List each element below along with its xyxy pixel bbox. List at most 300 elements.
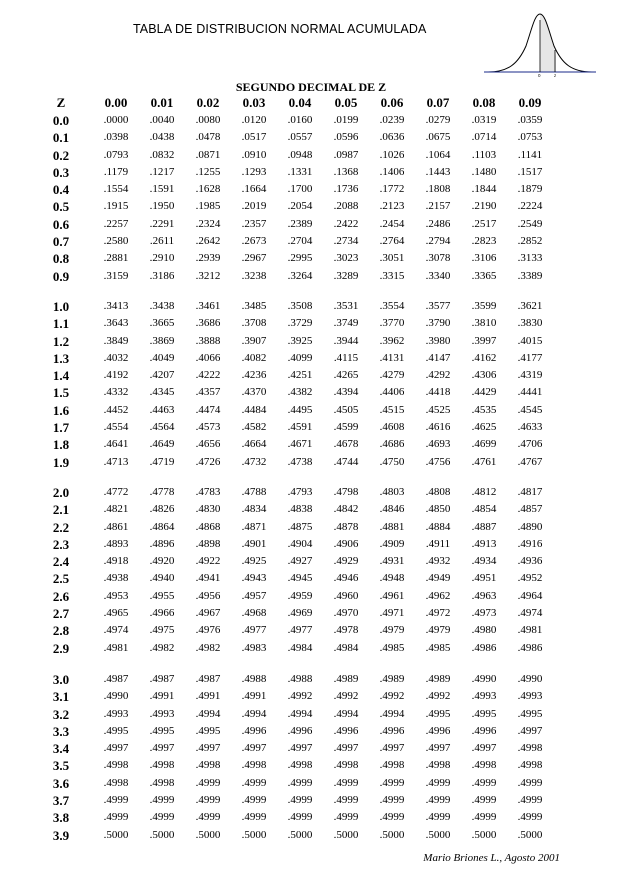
table-cell: .4989 [379, 673, 405, 685]
table-cell: .3925 [287, 334, 313, 347]
table-group [0, 298, 622, 471]
table-cell: .4995 [195, 724, 221, 737]
table-cell: .4946 [333, 572, 359, 585]
table-cell: .3365 [471, 269, 497, 282]
table-cell: .2580 [103, 235, 129, 248]
table-cell: .0120 [241, 114, 267, 126]
table-cell: .3438 [149, 300, 175, 312]
table-cell: .3849 [103, 334, 129, 347]
table-cell: .4998 [241, 759, 267, 772]
table-cell: .4941 [195, 572, 221, 585]
table-cell: .3749 [333, 317, 359, 330]
table-cell: .4989 [333, 673, 359, 685]
table-cell: .1628 [195, 183, 221, 196]
z-value: 3.8 [52, 810, 70, 826]
z-value: 0.5 [52, 199, 70, 215]
table-cell: .2157 [425, 200, 451, 213]
table-cell: .4999 [287, 794, 313, 807]
z-value: 3.7 [52, 793, 70, 809]
table-cell: .4996 [333, 724, 359, 737]
table-cell: .3729 [287, 317, 313, 330]
z-value: 1.8 [52, 437, 70, 453]
table-cell: .4999 [517, 811, 543, 824]
table-cell: .4938 [103, 572, 129, 585]
z-value: 1.0 [52, 299, 70, 314]
table-cell: .4981 [103, 641, 129, 654]
column-header: 0.00 [104, 95, 128, 110]
table-cell: .2422 [333, 217, 359, 230]
table-cell: .4821 [103, 503, 129, 516]
table-cell: .4974 [517, 607, 543, 620]
table-cell: .3577 [425, 300, 451, 312]
table-cell: .4998 [195, 759, 221, 772]
column-header-row [0, 95, 622, 113]
table-cell: .0319 [471, 114, 497, 126]
table-cell: .4484 [241, 403, 267, 416]
table-cell: .4990 [517, 673, 543, 685]
table-cell: .3980 [425, 334, 451, 347]
table-cell: .2389 [287, 217, 313, 230]
table-cell: .4987 [149, 673, 175, 685]
table-cell: .4976 [195, 624, 221, 637]
table-cell: .4927 [287, 555, 313, 568]
z-value: 2.1 [52, 502, 70, 518]
curve-label-z: z [554, 73, 557, 78]
table-cell: .4649 [149, 438, 175, 451]
table-row [0, 792, 622, 809]
table-cell: .3238 [241, 269, 267, 282]
table-cell: .0987 [333, 148, 359, 161]
table-cell: .4999 [333, 811, 359, 824]
table-cell: .4929 [333, 555, 359, 568]
table-cell: .2324 [195, 217, 221, 230]
table-cell: .2549 [517, 217, 543, 230]
table-cell: .4778 [149, 486, 175, 498]
table-cell: .4992 [333, 690, 359, 703]
table-row [0, 706, 622, 723]
table-cell: .1368 [333, 165, 359, 178]
table-cell: .4979 [425, 624, 451, 637]
table-cell: .2088 [333, 200, 359, 213]
table-cell: .3413 [103, 300, 129, 312]
table-cell: .4997 [195, 742, 221, 755]
table-cell: .4452 [103, 403, 129, 416]
table-group [0, 112, 622, 285]
table-cell: .4998 [149, 776, 175, 789]
table-cell: .4999 [103, 811, 129, 824]
table-row [0, 484, 622, 501]
table-cell: .4279 [379, 369, 405, 382]
table-cell: .4750 [379, 455, 405, 468]
table-cell: .4996 [471, 724, 497, 737]
table-cell: .4956 [195, 589, 221, 602]
table-cell: .4987 [103, 673, 129, 685]
table-cell: .4980 [471, 624, 497, 637]
table-cell: .1879 [517, 183, 543, 196]
table-cell: .4890 [517, 520, 543, 533]
table-cell: .4222 [195, 369, 221, 382]
table-cell: .4922 [195, 555, 221, 568]
z-value: 0.6 [52, 216, 70, 232]
table-cell: .0596 [333, 131, 359, 144]
table-cell: .4998 [517, 759, 543, 772]
table-cell: .3770 [379, 317, 405, 330]
table-cell: .0000 [103, 114, 129, 126]
table-cell: .3212 [195, 269, 221, 282]
table-cell: .2611 [149, 235, 175, 248]
table-cell: .4961 [379, 589, 405, 602]
table-cell: .0359 [517, 114, 543, 126]
table-cell: .4545 [517, 403, 543, 416]
table-cell: .4920 [149, 555, 175, 568]
table-cell: .4463 [149, 403, 175, 416]
table-cell: .4345 [149, 386, 175, 399]
table-cell: .4706 [517, 438, 543, 451]
table-cell: .4881 [379, 520, 405, 533]
table-cell: .4656 [195, 438, 221, 451]
column-header: 0.02 [196, 95, 220, 110]
table-cell: .2995 [287, 252, 313, 265]
table-row [0, 129, 622, 146]
table-cell: .4998 [471, 759, 497, 772]
table-cell: .3133 [517, 252, 543, 265]
table-cell: .4998 [103, 776, 129, 789]
table-cell: .4732 [241, 455, 267, 468]
table-cell: .4911 [425, 537, 451, 550]
table-cell: .3708 [241, 317, 267, 330]
table-cell: .4968 [241, 607, 267, 620]
table-cell: .2642 [195, 235, 221, 248]
table-cell: .0557 [287, 131, 313, 144]
table-cell: .1480 [471, 165, 497, 178]
table-cell: .4984 [287, 641, 313, 654]
table-cell: .0793 [103, 148, 129, 161]
normal-curve-icon [484, 10, 596, 78]
table-cell: .3485 [241, 300, 267, 312]
table-cell: .4099 [287, 351, 313, 364]
table-cell: .0040 [149, 114, 175, 126]
table-cell: .4999 [379, 794, 405, 807]
table-cell: .4868 [195, 520, 221, 533]
table-row [0, 198, 622, 215]
table-cell: .1591 [149, 183, 175, 196]
table-row [0, 809, 622, 826]
table-cell: .4913 [471, 537, 497, 550]
table-cell: .1026 [379, 148, 405, 161]
z-value: 2.4 [52, 554, 70, 570]
table-cell: .4817 [517, 486, 543, 498]
table-row [0, 688, 622, 705]
table-cell: .4599 [333, 421, 359, 434]
table-cell: .0438 [149, 131, 175, 144]
table-group [0, 671, 622, 844]
table-cell: .4970 [333, 607, 359, 620]
table-cell: .4983 [241, 641, 267, 654]
table-cell: .4994 [241, 707, 267, 720]
table-cell: .2357 [241, 217, 267, 230]
table-cell: .3531 [333, 300, 359, 312]
table-cell: .4535 [471, 403, 497, 416]
table-cell: .4306 [471, 369, 497, 382]
z-value: 0.1 [52, 130, 70, 146]
table-cell: .3944 [333, 334, 359, 347]
z-value: 2.7 [52, 606, 70, 622]
table-cell: .4997 [333, 742, 359, 755]
table-row [0, 164, 622, 181]
table-cell: .4826 [149, 503, 175, 516]
table-cell: .3869 [149, 334, 175, 347]
z-value: 0.7 [52, 234, 70, 250]
table-cell: .4943 [241, 572, 267, 585]
table-cell: .2794 [425, 235, 451, 248]
table-cell: .4699 [471, 438, 497, 451]
z-value: 1.7 [52, 420, 70, 436]
table-cell: .4977 [241, 624, 267, 637]
table-cell: .4162 [471, 351, 497, 364]
curve-label-zero: 0 [538, 73, 541, 78]
table-cell: .4931 [379, 555, 405, 568]
table-cell: .4032 [103, 351, 129, 364]
table-row [0, 570, 622, 587]
table-cell: .4993 [517, 690, 543, 703]
table-cell: .4991 [195, 690, 221, 703]
table-cell: .4854 [471, 503, 497, 516]
table-row [0, 315, 622, 332]
table-cell: .4997 [287, 742, 313, 755]
table-row [0, 536, 622, 553]
table-cell: .4671 [287, 438, 313, 451]
column-header: 0.09 [518, 95, 542, 110]
z-value: 0.8 [52, 251, 70, 267]
table-cell: .4803 [379, 486, 405, 498]
table-row [0, 501, 622, 518]
table-row [0, 671, 622, 688]
table-row [0, 519, 622, 536]
table-cell: .4251 [287, 369, 313, 382]
table-cell: .3340 [425, 269, 451, 282]
table-cell: .4974 [103, 624, 129, 637]
table-cell: .5000 [149, 828, 175, 841]
table-cell: .4564 [149, 421, 175, 434]
table-cell: .4406 [379, 386, 405, 399]
table-row [0, 147, 622, 164]
table-cell: .4625 [471, 421, 497, 434]
table-cell: .4999 [379, 776, 405, 789]
table-cell: .4998 [517, 742, 543, 755]
table-cell: .1443 [425, 165, 451, 178]
z-value: 1.6 [52, 402, 70, 418]
table-cell: .4999 [471, 794, 497, 807]
table-cell: .4999 [333, 794, 359, 807]
table-cell: .4999 [425, 776, 451, 789]
table-cell: .4990 [103, 690, 129, 703]
z-value: 0.9 [52, 268, 70, 284]
table-row [0, 723, 622, 740]
table-cell: .0636 [379, 131, 405, 144]
column-header: 0.01 [150, 95, 174, 110]
table-row [0, 367, 622, 384]
table-cell: .4761 [471, 455, 497, 468]
table-cell: .4996 [287, 724, 313, 737]
z-value: 2.8 [52, 623, 70, 639]
table-cell: .4997 [149, 742, 175, 755]
table-cell: .4582 [241, 421, 267, 434]
table-cell: .4608 [379, 421, 405, 434]
table-cell: .4838 [287, 503, 313, 516]
table-cell: .4992 [379, 690, 405, 703]
table-cell: .4495 [287, 403, 313, 416]
table-cell: .4131 [379, 351, 405, 364]
table-cell: .4984 [333, 641, 359, 654]
table-cell: .4082 [241, 351, 267, 364]
table-cell: .2673 [241, 235, 267, 248]
table-cell: .4394 [333, 386, 359, 399]
z-value: 3.5 [52, 758, 70, 774]
table-cell: .4993 [103, 707, 129, 720]
table-cell: .3997 [471, 334, 497, 347]
table-cell: .4871 [241, 520, 267, 533]
table-row [0, 775, 622, 792]
table-cell: .5000 [517, 828, 543, 841]
table-cell: .4965 [103, 607, 129, 620]
table-cell: .4997 [517, 724, 543, 737]
table-cell: .4896 [149, 537, 175, 550]
table-cell: .5000 [425, 828, 451, 841]
table-cell: .4999 [287, 776, 313, 789]
table-cell: .4115 [333, 351, 359, 364]
table-cell: .1103 [471, 148, 497, 161]
table-cell: .4641 [103, 438, 129, 451]
table-cell: .0910 [241, 148, 267, 161]
table-cell: .4418 [425, 386, 451, 399]
page-title: TABLA DE DISTRIBUCION NORMAL ACUMULADA [133, 22, 427, 36]
table-cell: .2823 [471, 235, 497, 248]
table-cell: .4999 [425, 811, 451, 824]
table-cell: .4904 [287, 537, 313, 550]
table-cell: .4207 [149, 369, 175, 382]
table-cell: .4474 [195, 403, 221, 416]
table-cell: .4972 [425, 607, 451, 620]
table-cell: .4901 [241, 537, 267, 550]
table-cell: .4991 [149, 690, 175, 703]
table-cell: .4830 [195, 503, 221, 516]
table-row [0, 757, 622, 774]
table-cell: .0832 [149, 148, 175, 161]
table-cell: .5000 [333, 828, 359, 841]
table-cell: .4999 [149, 811, 175, 824]
table-cell: .4992 [425, 690, 451, 703]
table-cell: .4985 [379, 641, 405, 654]
table-cell: .4906 [333, 537, 359, 550]
table-cell: .4998 [425, 759, 451, 772]
table-cell: .1985 [195, 200, 221, 213]
table-row [0, 622, 622, 639]
table-cell: .4265 [333, 369, 359, 382]
table-cell: .4370 [241, 386, 267, 399]
table-cell: .4591 [287, 421, 313, 434]
table-cell: .4505 [333, 403, 359, 416]
table-cell: .4999 [195, 776, 221, 789]
table-cell: .4993 [471, 690, 497, 703]
table-cell: .3665 [149, 317, 175, 330]
table-cell: .4693 [425, 438, 451, 451]
table-subtitle: SEGUNDO DECIMAL DE Z [235, 80, 387, 94]
z-value: 3.2 [52, 706, 70, 722]
table-cell: .2517 [471, 217, 497, 230]
table-cell: .4686 [379, 438, 405, 451]
table-cell: .4981 [517, 624, 543, 637]
table-cell: .4726 [195, 455, 221, 468]
table-cell: .0714 [471, 131, 497, 144]
table-cell: .4633 [517, 421, 543, 434]
table-cell: .4959 [287, 589, 313, 602]
table-cell: .1255 [195, 165, 221, 178]
z-value: 1.1 [52, 316, 70, 332]
table-cell: .0871 [195, 148, 221, 161]
table-cell: .4893 [103, 537, 129, 550]
z-value: 2.9 [52, 640, 70, 656]
table-cell: .4357 [195, 386, 221, 399]
table-cell: .0279 [425, 114, 451, 126]
table-cell: .4996 [241, 724, 267, 737]
table-cell: .3159 [103, 269, 129, 282]
table-cell: .1406 [379, 165, 405, 178]
table-cell: .4987 [195, 673, 221, 685]
table-cell: .1554 [103, 183, 129, 196]
table-cell: .3078 [425, 252, 451, 265]
table-cell: .4940 [149, 572, 175, 585]
table-cell: .1517 [517, 165, 543, 178]
table-cell: .1915 [103, 200, 129, 213]
table-cell: .1064 [425, 148, 451, 161]
table-cell: .5000 [103, 828, 129, 841]
table-cell: .4992 [287, 690, 313, 703]
table-cell: .3962 [379, 334, 405, 347]
table-cell: .4997 [379, 742, 405, 755]
table-cell: .4988 [241, 673, 267, 685]
table-cell: .3389 [517, 269, 543, 282]
table-cell: .4997 [471, 742, 497, 755]
table-cell: .3888 [195, 334, 221, 347]
table-cell: .4573 [195, 421, 221, 434]
table-cell: .4989 [425, 673, 451, 685]
table-cell: .4967 [195, 607, 221, 620]
table-cell: .2257 [103, 217, 129, 230]
table-cell: .4015 [517, 334, 543, 347]
table-cell: .0398 [103, 131, 129, 144]
table-cell: .4916 [517, 537, 543, 550]
table-cell: .3643 [103, 317, 129, 330]
table-cell: .3907 [241, 334, 267, 347]
table-cell: .2967 [241, 252, 267, 265]
table-cell: .4898 [195, 537, 221, 550]
table-cell: .3315 [379, 269, 405, 282]
z-value: 3.0 [52, 672, 70, 687]
z-value: 2.2 [52, 519, 70, 535]
table-cell: .4997 [103, 742, 129, 755]
table-cell: .4147 [425, 351, 451, 364]
column-header: 0.05 [334, 95, 358, 110]
table-cell: .4936 [517, 555, 543, 568]
table-cell: .4996 [379, 724, 405, 737]
table-cell: .4515 [379, 403, 405, 416]
table-cell: .4998 [103, 759, 129, 772]
column-header: 0.04 [288, 95, 312, 110]
z-value: 3.1 [52, 689, 70, 705]
table-cell: .3621 [517, 300, 543, 312]
table-cell: .4995 [103, 724, 129, 737]
z-value: 1.5 [52, 385, 70, 401]
